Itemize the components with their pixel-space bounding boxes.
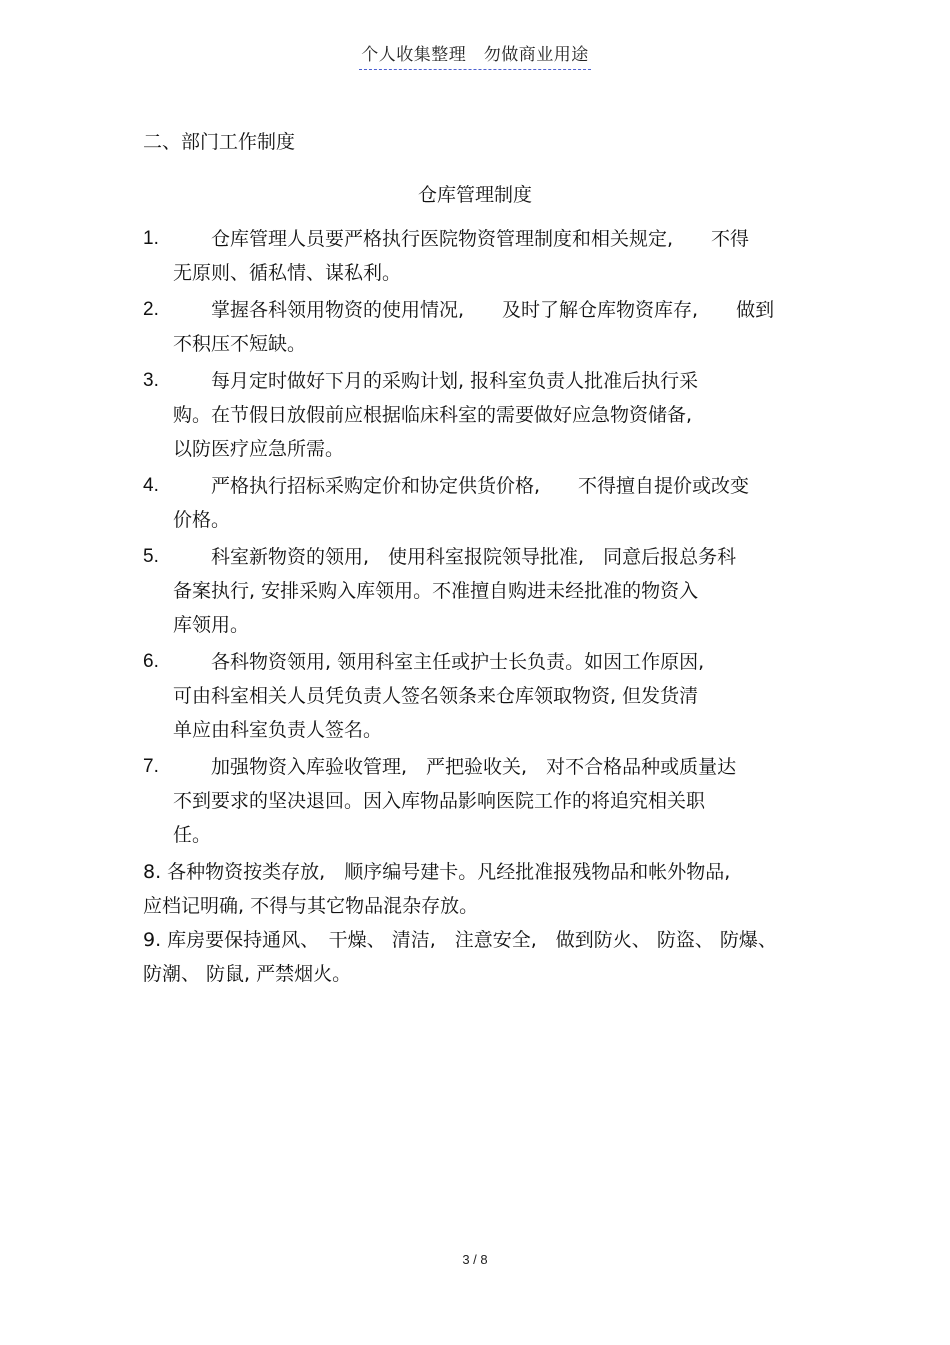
item-line: 以防医疗应急所需。 xyxy=(173,438,345,460)
document-title: 仓库管理制度 xyxy=(417,184,532,206)
list-item xyxy=(143,540,813,642)
item-line: 单应由科室负责人签名。 xyxy=(173,719,383,741)
list-item xyxy=(143,222,813,290)
item-line: 加强物资入库验收管理, 严把验收关, 对不合格品种或质量达 xyxy=(211,756,737,778)
item-line: 不积压不短缺。 xyxy=(173,333,307,355)
item-number: 6. xyxy=(143,651,159,672)
plain-item xyxy=(143,855,813,923)
list-item xyxy=(143,469,813,537)
item-number: 1. xyxy=(143,228,159,249)
item-line: 购。在节假日放假前应根据临床科室的需要做好应急物资储备, xyxy=(173,404,693,426)
item-text xyxy=(173,364,813,466)
item-number: 2. xyxy=(143,299,159,320)
item-line: 备案执行, 安排采购入库领用。不准擅自购进未经批准的物资入 xyxy=(173,580,699,602)
plain-list xyxy=(143,855,813,991)
page-header xyxy=(0,40,950,70)
header-text: 个人收集整理 勿做商业用途 xyxy=(359,40,591,70)
list-item xyxy=(143,645,813,747)
item-number: 5. xyxy=(143,546,159,567)
item-number: 7. xyxy=(143,756,159,777)
item-line: 任。 xyxy=(173,824,212,846)
item-line: 每月定时做好下月的采购计划, 报科室负责人批准后执行采 xyxy=(211,370,699,392)
item-line: 9. 库房要保持通风、 干燥、 清洁, 注意安全, 做到防火、 防盗、 防爆、 xyxy=(143,929,777,951)
document-body xyxy=(143,222,813,991)
plain-item xyxy=(143,923,813,991)
item-text xyxy=(173,293,813,361)
item-line: 应档记明确, 不得与其它物品混杂存放。 xyxy=(143,895,479,917)
item-text xyxy=(173,750,813,852)
item-text xyxy=(173,645,813,747)
item-line: 严格执行招标采购定价和协定供货价格, 不得擅自提价或改变 xyxy=(211,475,750,497)
list-item xyxy=(143,750,813,852)
item-line: 价格。 xyxy=(173,509,231,531)
item-line: 8. 各种物资按类存放, 顺序编号建卡。凡经批准报残物品和帐外物品, xyxy=(143,861,731,883)
item-text xyxy=(173,540,813,642)
section-heading: 二、部门工作制度 xyxy=(143,131,296,153)
item-line: 库领用。 xyxy=(173,614,250,636)
item-line: 各科物资领用, 领用科室主任或护士长负责。如因工作原因, xyxy=(211,651,705,673)
page-number: 3 / 8 xyxy=(462,1252,488,1267)
item-line: 不到要求的坚决退回。因入库物品影响医院工作的将追究相关职 xyxy=(173,790,706,812)
item-line: 掌握各科领用物资的使用情况, 及时了解仓库物资库存, 做到 xyxy=(211,299,775,321)
item-text xyxy=(173,222,813,290)
list-item xyxy=(143,364,813,466)
item-line: 无原则、循私情、谋私利。 xyxy=(173,262,402,284)
list-item xyxy=(143,293,813,361)
item-line: 防潮、 防鼠, 严禁烟火。 xyxy=(143,963,352,985)
numbered-list xyxy=(143,222,813,852)
item-line: 科室新物资的领用, 使用科室报院领导批准, 同意后报总务科 xyxy=(211,546,737,568)
item-number: 4. xyxy=(143,475,159,496)
item-text xyxy=(173,469,813,537)
item-number: 3. xyxy=(143,370,159,391)
item-line: 可由科室相关人员凭负责人签名领条来仓库领取物资, 但发货清 xyxy=(173,685,699,707)
item-line: 仓库管理人员要严格执行医院物资管理制度和相关规定, 不得 xyxy=(211,228,750,250)
